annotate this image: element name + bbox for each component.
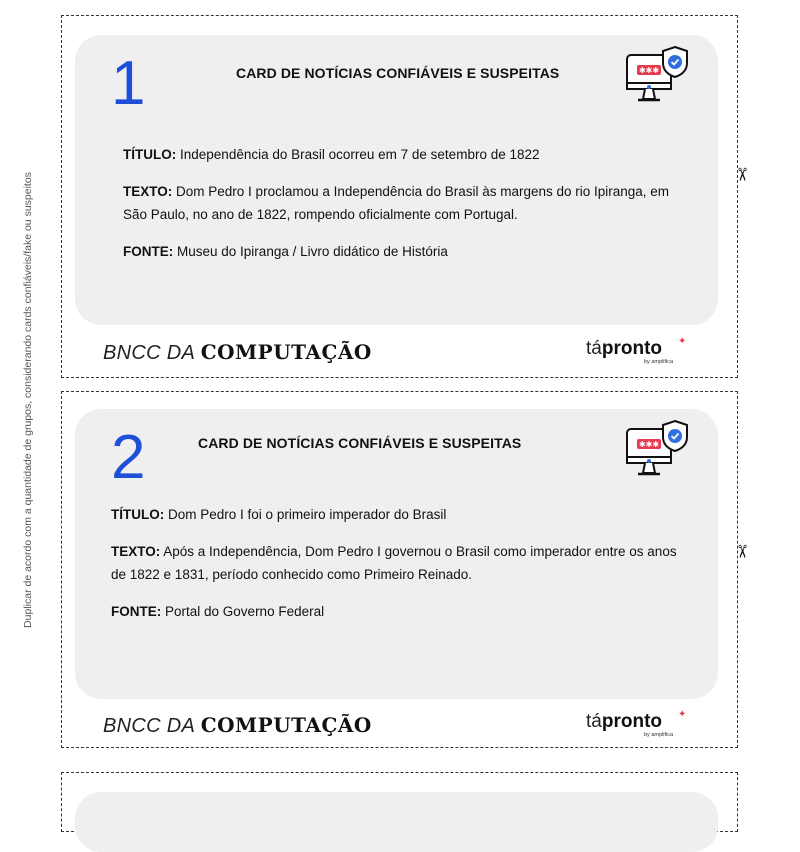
card-heading: CARD DE NOTÍCIAS CONFIÁVEIS E SUSPEITAS xyxy=(236,65,560,81)
card-title-line xyxy=(123,143,693,166)
monitor-password-shield-icon xyxy=(623,43,693,111)
card-number: 2 xyxy=(111,423,146,492)
sparkle-icon: ✦ xyxy=(678,336,687,347)
fonte-label: FONTE: xyxy=(111,604,162,619)
scissors-icon: ✂ xyxy=(732,166,753,183)
texto-label: TEXTO: xyxy=(123,184,173,199)
brand-logo xyxy=(586,336,687,365)
brand-pronto: pronto xyxy=(601,711,663,732)
svg-text:✱✱✱: ✱✱✱ xyxy=(638,440,660,449)
card-3 xyxy=(75,792,718,852)
card-2 xyxy=(75,409,718,699)
brand-pronto: pronto xyxy=(601,338,663,359)
brand-ta: tá xyxy=(586,711,602,732)
titulo-text: Dom Pedro I foi o primeiro imperador do Brasil xyxy=(168,507,447,522)
brand-by: by amplifica xyxy=(644,359,674,365)
titulo-label: TÍTULO: xyxy=(123,147,177,162)
scissors-icon: ✂ xyxy=(732,543,753,560)
texto-label: TEXTO: xyxy=(111,544,161,559)
side-instruction: Duplicar de acordo com a quantidade de grupos, considerando cards confiáveis/fake ou suspeitos xyxy=(22,172,34,628)
card-source-line xyxy=(123,240,693,263)
brand-ta: tá xyxy=(586,338,602,359)
card-heading: CARD DE NOTÍCIAS CONFIÁVEIS E SUSPEITAS xyxy=(198,435,522,451)
svg-text:✱✱✱: ✱✱✱ xyxy=(638,66,660,75)
fonte-text: Museu do Ipiranga / Livro didático de História xyxy=(177,244,448,259)
fonte-text: Portal do Governo Federal xyxy=(165,604,325,619)
bncc-thin: BNCC DA xyxy=(103,715,196,737)
card-text-line xyxy=(111,540,681,586)
brand-logo xyxy=(586,709,687,738)
card-source-line xyxy=(111,600,681,623)
bncc-bold: COMPUTAÇÃO xyxy=(200,713,372,737)
bncc-logo xyxy=(103,713,372,738)
fonte-label: FONTE: xyxy=(123,244,174,259)
bncc-logo xyxy=(103,340,372,365)
brand-by: by amplifica xyxy=(644,732,674,738)
bncc-thin: BNCC DA xyxy=(103,342,196,364)
texto-text: Após a Independência, Dom Pedro I governou o Brasil como imperador entre os anos de 1822 e 1831, período conhecido como Primeiro Reinado. xyxy=(111,544,677,582)
monitor-password-shield-icon xyxy=(623,417,693,485)
card-1 xyxy=(75,35,718,325)
titulo-label: TÍTULO: xyxy=(111,507,165,522)
card-text-line xyxy=(123,180,693,226)
card-title-line xyxy=(111,503,681,526)
titulo-text: Independência do Brasil ocorreu em 7 de setembro de 1822 xyxy=(180,147,540,162)
bncc-bold: COMPUTAÇÃO xyxy=(200,340,372,364)
texto-text: Dom Pedro I proclamou a Independência do Brasil às margens do rio Ipiranga, em São Paulo, no ano de 1822, rompendo oficialmente com Portugal. xyxy=(123,184,670,222)
card-number: 1 xyxy=(111,49,146,118)
sparkle-icon: ✦ xyxy=(678,709,687,720)
